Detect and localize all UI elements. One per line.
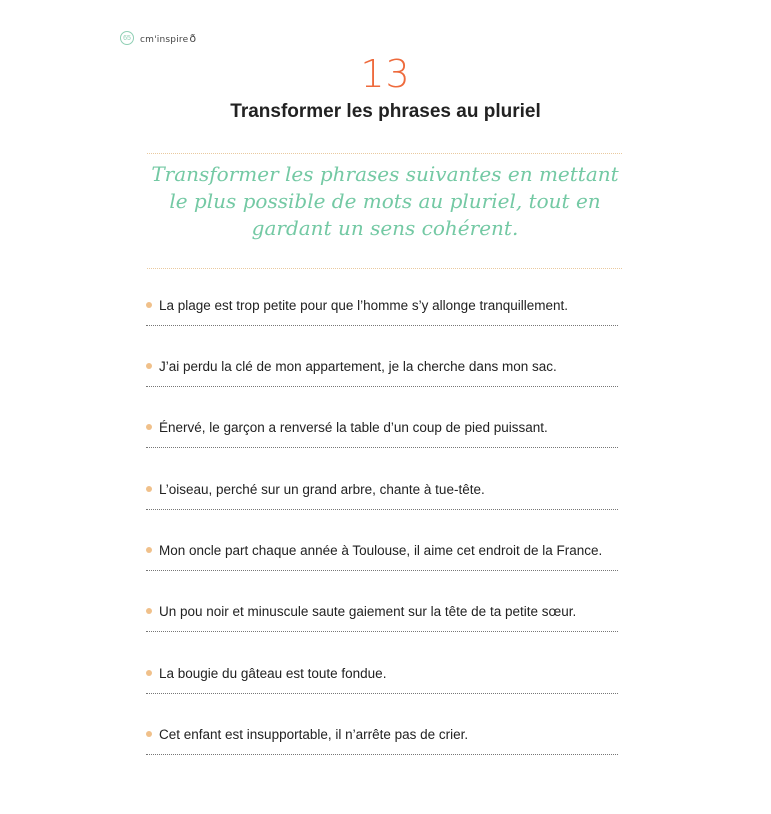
exercise-item-3 <box>146 418 622 448</box>
exercise-item-7 <box>146 664 622 694</box>
exercise-item-4 <box>146 480 622 510</box>
exercise-item-6 <box>146 602 622 632</box>
sentence-text: Mon oncle part chaque année à Toulouse, il aime cet endroit de la France. <box>159 542 603 558</box>
bullet-dot <box>146 363 152 369</box>
exercise-number: 13 <box>360 52 411 96</box>
brand-name: cm'inspire <box>140 34 189 45</box>
page-badge: 65 <box>120 31 134 45</box>
bullet-dot <box>146 486 152 492</box>
brand-logo <box>140 32 196 45</box>
sentence-text: Cet enfant est insupportable, il n’arrête pas de crier. <box>159 726 469 742</box>
answer-line[interactable] <box>146 631 618 632</box>
answer-line[interactable] <box>146 325 618 326</box>
exercise-item-1 <box>146 296 622 326</box>
sentence-text: J’ai perdu la clé de mon appartement, je la cherche dans mon sac. <box>159 358 557 374</box>
answer-line[interactable] <box>146 693 618 694</box>
sentence-text: La plage est trop petite pour que l’homme s’y allonge tranquillement. <box>159 297 568 313</box>
answer-line[interactable] <box>146 447 618 448</box>
sentence-text: Un pou noir et minuscule saute gaiement sur la tête de ta petite sœur. <box>159 603 577 619</box>
exercise-item-5 <box>146 541 622 571</box>
brand-header <box>120 31 196 45</box>
bullet-dot <box>146 302 152 308</box>
page-title: Transformer les phrases au pluriel <box>230 101 541 122</box>
divider-bottom <box>147 268 622 269</box>
sentence-text: La bougie du gâteau est toute fondue. <box>159 665 387 681</box>
divider-top <box>147 153 622 154</box>
answer-line[interactable] <box>146 570 618 571</box>
brand-mark: ð <box>189 31 197 45</box>
bullet-dot <box>146 670 152 676</box>
instruction-text: Transformer les phrases suivantes en mettant le plus possible de mots au pluriel, tout en gardant un sens cohérent. <box>151 162 619 240</box>
answer-line[interactable] <box>146 386 618 387</box>
bullet-dot <box>146 608 152 614</box>
exercise-item-2 <box>146 357 622 387</box>
bullet-dot <box>146 547 152 553</box>
bullet-dot <box>146 731 152 737</box>
sentence-text: Énervé, le garçon a renversé la table d’un coup de pied puissant. <box>159 419 548 435</box>
bullet-dot <box>146 424 152 430</box>
answer-line[interactable] <box>146 754 618 755</box>
exercise-item-8 <box>146 725 622 755</box>
answer-line[interactable] <box>146 509 618 510</box>
sentence-text: L’oiseau, perché sur un grand arbre, chante à tue-tête. <box>159 481 485 497</box>
